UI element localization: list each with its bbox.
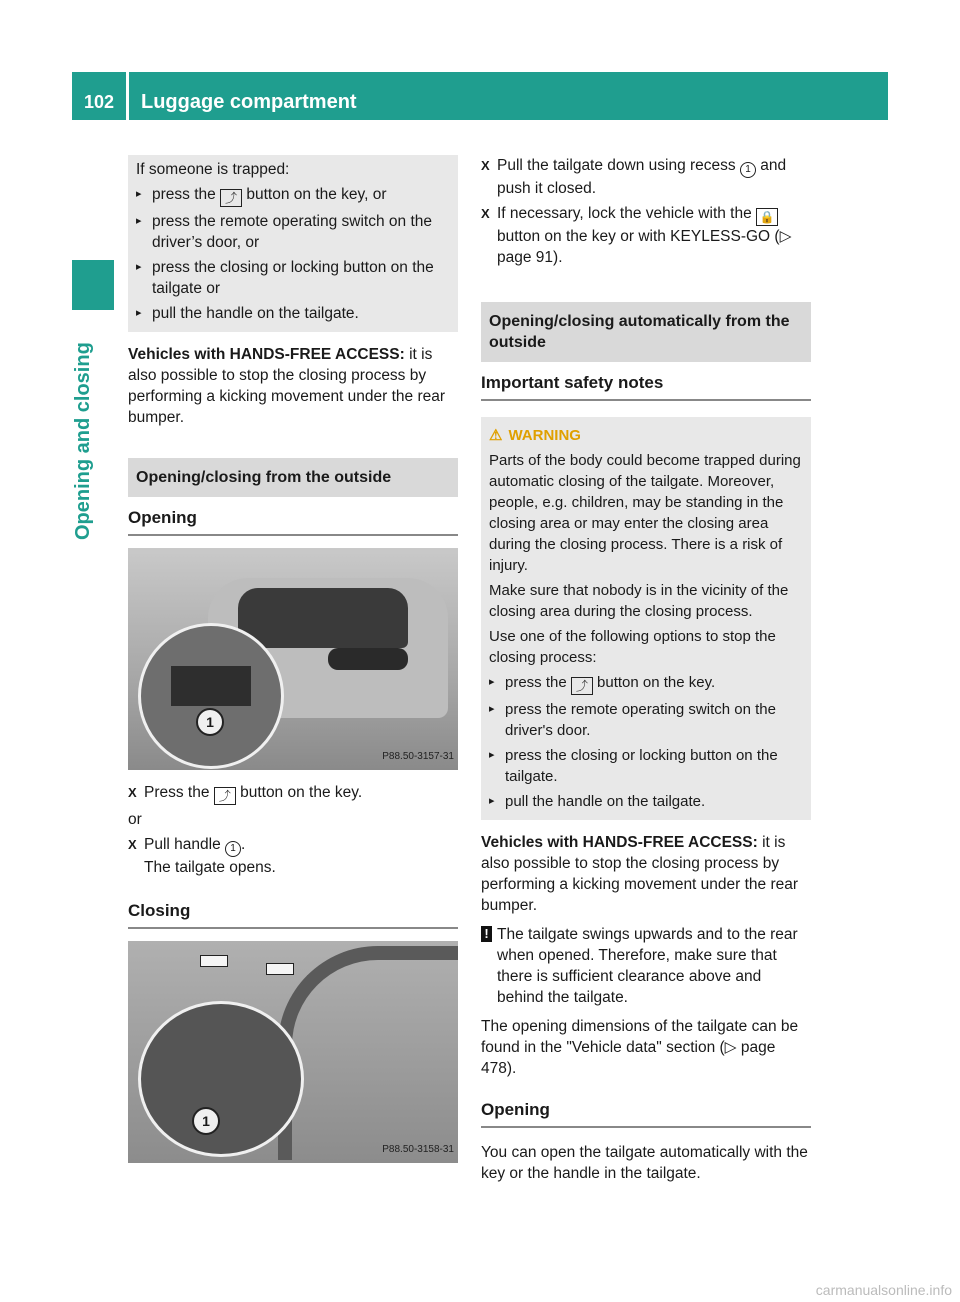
warning-list [489,672,803,812]
step-text: and push it closed. [497,157,787,197]
warning-box [481,417,811,820]
rear-window-shape [238,588,408,648]
zoom-detail-circle [138,623,284,769]
trapped-list [136,184,450,324]
lock-icon: 🔒 [756,208,778,226]
section-title: Opening/closing from the outside [128,458,458,497]
image-reference: P88.50-3158-31 [382,1144,454,1155]
tailgate-key-icon: ⤴ [571,677,593,695]
dimensions-paragraph [481,1016,811,1079]
warning-paragraph: Parts of the body could become trapped during automatic closing of the tailgate. Moreover, people, e.g. children, may be standing in the closing area or may enter the closing area during the closing process. There is a risk of injury. [489,452,801,574]
chapter-tab [72,260,114,310]
watermark: carmanualsonline.info [815,1282,952,1298]
list-item: ▸ press the closing or locking button on the tailgate or [136,257,450,299]
page-ref-link[interactable]: page 478). [481,1039,776,1077]
note-paragraph [481,924,811,1008]
step-pull-down [481,155,811,199]
exclamation-icon: ! [481,926,492,942]
or-text: or [128,811,142,828]
callout-1: 1 [192,1107,220,1135]
closing-heading: Closing [128,890,458,929]
image-reference: P88.50-3157-31 [382,751,454,762]
step-text: Pull the tailgate down using recess [497,157,740,174]
page-ref-arrow-icon: ▷ [779,228,792,245]
page-ref-link[interactable]: page 91). [497,249,563,266]
page-title: Luggage compartment [141,91,357,113]
list-item-text: button on the key, or [246,186,387,203]
step-text: . [241,836,246,853]
warning-triangle-icon: ⚠ [489,427,503,444]
warning-title: WARNING [508,427,581,444]
list-item: ▸ press the remote operating switch on the driver’s door, or [136,211,450,253]
page-number: 102 [83,92,115,112]
list-item: ▸ pull the handle on the tailgate. [489,791,803,812]
handsfree-text: it is also possible to stop the closing process by performing a kicking movement under the rear bumper. [128,346,446,426]
tailgate-shape [278,946,458,1160]
step-text: button on the key. [235,784,363,801]
note-text: The tailgate swings upwards and to the rear when opened. Therefore, make sure that there is sufficient clearance above and behind the tailgate. [497,926,798,1006]
warning-paragraph: Use one of the following options to stop the closing process: [489,628,776,666]
list-item: ▸ press the remote operating switch on the driver's door. [489,699,803,741]
section-title: Opening/closing automatically from the outside [481,302,811,362]
list-item-text: button on the key. [592,674,716,691]
handle-detail [171,666,251,706]
trapped-box [128,155,458,332]
trapped-intro: If someone is trapped: [136,161,290,178]
callout-1: 1 [196,708,224,736]
warning-paragraph: Make sure that nobody is in the vicinity of the closing area during the closing process. [489,582,789,620]
step-result: The tailgate opens. [144,859,276,876]
callout-one-icon: 1 [225,841,241,857]
handsfree-paragraph [128,344,458,428]
right-column [481,155,811,1184]
warning-header [489,425,803,446]
tailgate-key-icon: ⤴ [214,787,236,805]
list-item [136,184,450,207]
tail-light-shape [328,648,408,670]
list-item [489,672,803,695]
step-press-key [128,782,458,805]
handsfree-paragraph [481,832,811,916]
opening-illustration [128,548,458,770]
opening-paragraph: You can open the tailgate automatically with the key or the handle in the tailgate. [481,1144,808,1182]
step-lock [481,203,811,268]
callout-one-icon: 1 [740,162,756,178]
chapter-label: Opening and closing [72,342,94,540]
left-column [128,155,458,1163]
page-ref-arrow-icon: ▷ [724,1039,737,1056]
step-pull-handle [128,834,458,878]
dimensions-text: The opening dimensions of the tailgate can be found in the "Vehicle data" section ( [481,1018,799,1056]
step-text: button on the key or with KEYLESS-GO ( [497,228,780,245]
list-item: ▸ pull the handle on the tailgate. [136,303,450,324]
step-text: Pull handle [144,836,226,853]
handsfree-text: it is also possible to stop the closing process by performing a kicking movement under the rear bumper. [481,834,799,914]
zoom-detail-circle [138,1001,304,1157]
button-marker-2 [266,963,294,975]
closing-illustration [128,941,458,1163]
step-text: If necessary, lock the vehicle with the [497,205,757,222]
list-item-text: press the [152,186,221,203]
handsfree-label: Vehicles with HANDS-FREE ACCESS: [481,834,758,851]
list-item: ▸ press the closing or locking button on the tailgate. [489,745,803,787]
handsfree-label: Vehicles with HANDS-FREE ACCESS: [128,346,405,363]
tailgate-key-icon: ⤴ [220,189,242,207]
button-marker-1 [200,955,228,967]
header-separator [126,72,129,120]
opening-heading: Opening [481,1089,811,1128]
opening-heading: Opening [128,497,458,536]
step-text: Press the [144,784,214,801]
safety-heading: Important safety notes [481,362,811,401]
list-item-text: press the [505,674,571,691]
